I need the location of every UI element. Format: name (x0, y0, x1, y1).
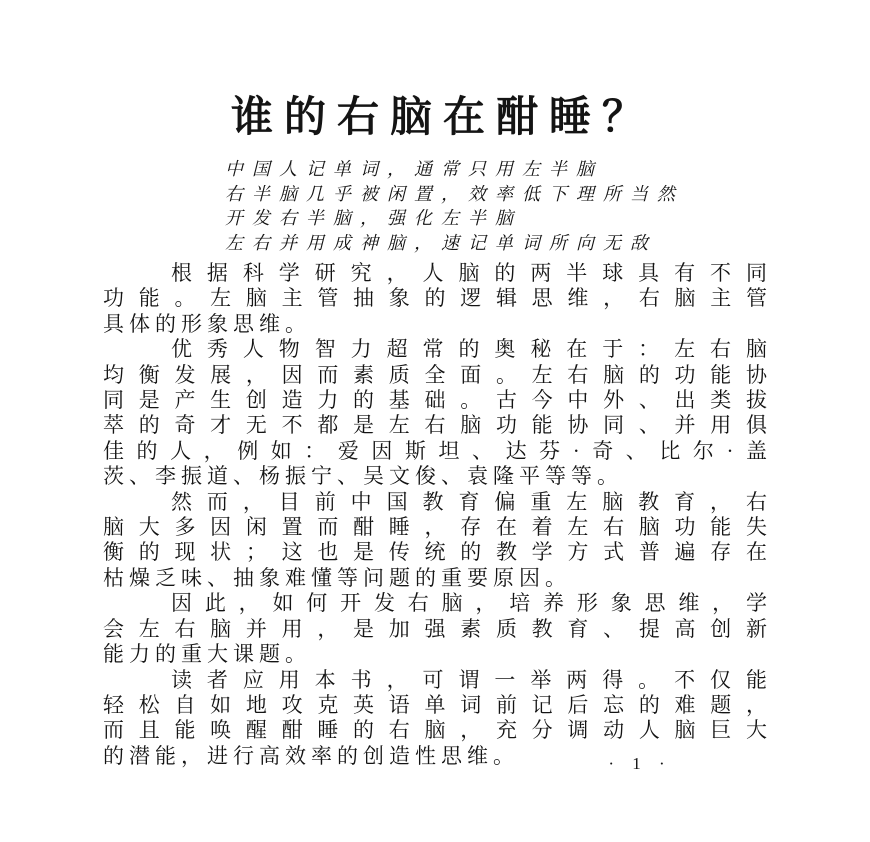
epigraph-line: 开发右半脑，强化左半脑 (225, 208, 522, 228)
body-line: 因此，如何开发右脑，培养形象思维，学 (171, 591, 772, 616)
paragraph (103, 337, 772, 489)
body-line: 轻松自如地攻克英语单词前记后忘的难题， (103, 692, 772, 717)
paragraph (103, 490, 772, 592)
paragraph (103, 261, 772, 337)
body-line: 脑大多因闲置而酣睡，存在着左右脑功能失 (103, 515, 772, 540)
body-line: 然而，目前中国教育偏重左脑教育，右 (171, 489, 772, 514)
body-line: 能力的重大课题。 (103, 642, 311, 667)
body-line: 而且能唤醒酣睡的右脑，充分调动人脑巨大 (103, 718, 772, 743)
body-line: 具体的形象思维。 (103, 311, 311, 336)
epigraph-line: 右半脑几乎被闲置，效率低下理所当然 (225, 183, 684, 204)
body-line: 根据科学研究，人脑的两半球具有不同 (171, 261, 772, 285)
epigraph-line: 中国人记单词，通常只用左半脑 (225, 159, 603, 179)
page-number: · 1 · (608, 754, 672, 773)
body-line: 会左右脑并用，是加强素质教育、提高创新 (103, 616, 772, 641)
body-line: 功能。左脑主管抽象的逻辑思维，右脑主管 (103, 286, 772, 311)
page-title: 谁的右脑在酣睡？ (230, 95, 655, 141)
body-line: 的潜能，进行高效率的创造性思维。 (103, 743, 519, 768)
body-text (103, 261, 772, 769)
body-line: 同是产生创造力的基础。古今中外、出类拔 (103, 388, 772, 413)
body-line: 佳的人，例如：爱因斯坦、达芬·奇、比尔·盖 (103, 438, 772, 463)
body-line: 枯燥乏味、抽象难懂等问题的重要原因。 (103, 565, 571, 590)
body-line: 优秀人物智力超常的奥秘在于：左右脑 (171, 337, 772, 362)
body-line: 萃的奇才无不都是左右脑功能协同、并用俱 (103, 413, 772, 438)
epigraph-line: 左右并用成神脑，速记单词所向无敌 (225, 232, 657, 253)
epigraph (225, 157, 684, 255)
body-line: 读者应用本书，可谓一举两得。不仅能 (171, 667, 772, 692)
body-line: 均衡发展，因而素质全面。左右脑的功能协 (103, 362, 772, 387)
body-line: 衡的现状；这也是传统的教学方式普遍存在 (103, 540, 772, 565)
body-line: 茨、李振道、杨振宁、吴文俊、袁隆平等等。 (103, 464, 623, 489)
paragraph (103, 591, 772, 667)
